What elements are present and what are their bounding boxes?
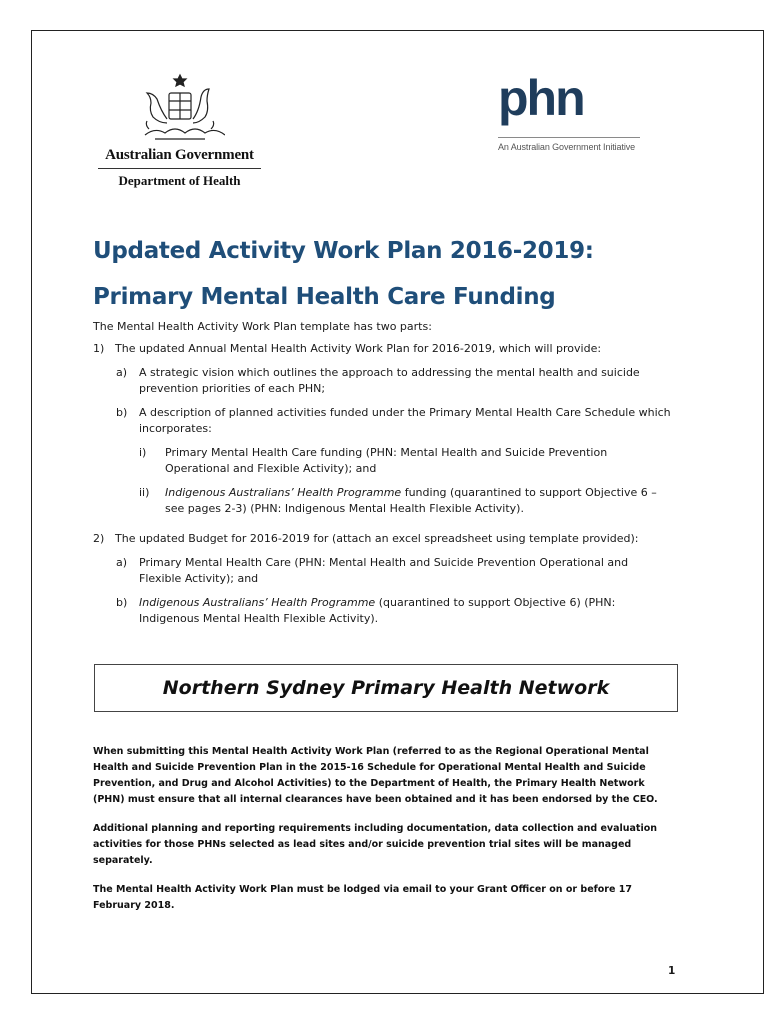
list-item	[93, 595, 673, 627]
page-number: 1	[668, 965, 676, 977]
list-number: b)	[116, 596, 128, 609]
list-number: i)	[139, 446, 147, 459]
list-number: a)	[116, 556, 128, 569]
title-line-1: Updated Activity Work Plan 2016-2019:	[93, 238, 594, 264]
list-text	[139, 595, 673, 627]
list-item	[93, 365, 673, 397]
list-item	[93, 555, 673, 587]
department-name: Department of Health	[118, 173, 241, 188]
list-text: A strategic vision which outlines the approach to addressing the mental health and suicide prevention priorities of each PHN;	[139, 366, 640, 395]
document-title	[93, 228, 713, 320]
list-number: 2)	[93, 532, 105, 545]
list-text: A description of planned activities funded under the Primary Mental Health Care Schedule which incorporates:	[139, 406, 671, 435]
government-name: Australian Government	[105, 147, 254, 163]
list-item	[93, 531, 673, 547]
phn-divider	[498, 137, 640, 138]
list-text: The updated Budget for 2016-2019 for (attach an excel spreadsheet using template provided):	[115, 532, 639, 545]
list-item	[93, 445, 673, 477]
submission-notes	[93, 744, 663, 927]
list-text: Primary Mental Health Care (PHN: Mental Health and Suicide Prevention Operational and Flexible Activity); and	[139, 556, 629, 585]
document-body	[93, 319, 673, 635]
note-paragraph: Additional planning and reporting requirements including documentation, data collection and evaluation activities for those PHNs selected as lead sites and/or suicide prevention trial sites will be managed separately.	[93, 823, 658, 866]
document-page	[31, 30, 764, 994]
list-text: Primary Mental Health Care funding (PHN: Mental Health and Suicide Prevention Operational and Flexible Activity); and	[165, 446, 608, 475]
intro-paragraph: The Mental Health Activity Work Plan template has two parts:	[93, 320, 432, 333]
note-paragraph: The Mental Health Activity Work Plan must be lodged via email to your Grant Officer on or before 17 February 2018.	[93, 884, 632, 911]
list-item	[93, 341, 673, 357]
phn-wordmark: phn	[498, 70, 584, 126]
list-number: ii)	[139, 486, 150, 499]
coat-of-arms-icon	[135, 71, 225, 145]
list-text-rest: (quarantined to support Objective 6) (PHN: Indigenous Mental Health Flexible Activity).	[139, 596, 616, 625]
list-number: a)	[116, 366, 128, 379]
note-paragraph: When submitting this Mental Health Activity Work Plan (referred to as the Regional Operational Mental Health and Suicide Prevention Plan in the 2015-16 Schedule for Operational Mental Health and Suicide Prevention, and Drug and Alcohol Activities) to the Department of Health, the Primary Health Network (PHN) must ensure that all internal clearances have been obtained and it has been endorsed by the CEO.	[93, 746, 658, 805]
programme-name: Indigenous Australians’ Health Programme	[139, 596, 376, 609]
phn-tagline: An Australian Government Initiative	[498, 142, 636, 152]
list-number: b)	[116, 406, 128, 419]
title-line-2: Primary Mental Health Care Funding	[93, 284, 556, 310]
phn-logo	[498, 71, 648, 152]
network-name-box: Northern Sydney Primary Health Network	[94, 664, 678, 712]
programme-name: Indigenous Australians’ Health Programme	[165, 486, 402, 499]
list-item	[93, 405, 673, 437]
logo-divider	[98, 168, 261, 169]
list-item	[93, 485, 673, 517]
list-number: 1)	[93, 342, 105, 355]
list-text: The updated Annual Mental Health Activity Work Plan for 2016-2019, which will provide:	[115, 342, 602, 355]
australian-government-logo	[92, 71, 267, 189]
list-text	[165, 485, 673, 517]
list-text-rest: funding (quarantined to support Objective 6 – see pages 2-3) (PHN: Indigenous Mental Health Flexible Activity).	[165, 486, 657, 515]
